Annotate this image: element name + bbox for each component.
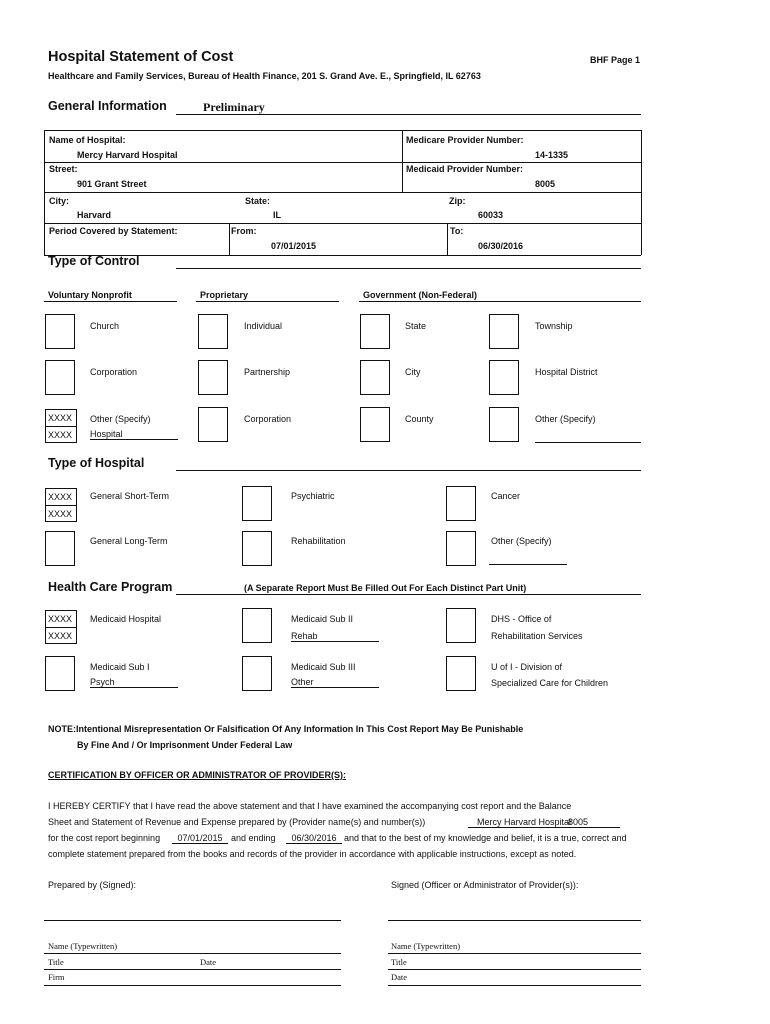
preparer-name-label: Name (Typewritten) [48, 941, 118, 951]
certification-line3-prefix: for the cost report beginning [48, 833, 161, 843]
checkbox-mark: XXXX [46, 410, 76, 427]
cancer-label: Cancer [491, 491, 521, 501]
state-checkbox[interactable] [360, 314, 390, 349]
hospital-district-label: Hospital District [535, 367, 598, 377]
certification-line3-suffix: and that to the best of my knowledge and belief, it is a true, correct and [344, 833, 627, 843]
city-option-label: City [405, 367, 421, 377]
voluntary-other-label: Other (Specify) [90, 414, 151, 424]
city-label: City: [49, 196, 69, 206]
medicaid-sub2-value: Rehab [291, 631, 379, 642]
uofi-checkbox[interactable] [446, 656, 476, 691]
corporation-label: Corporation [90, 367, 138, 377]
proprietary-corporation-checkbox[interactable] [198, 407, 228, 442]
zip-value: 60033 [478, 210, 504, 220]
proprietary-header: Proprietary [200, 290, 249, 300]
type-of-control-heading: Type of Control [48, 254, 140, 268]
end-date-field[interactable]: 06/30/2016 [286, 833, 342, 844]
state-value: IL [273, 210, 281, 220]
health-care-program-heading: Health Care Program [48, 580, 173, 594]
to-label: To: [450, 226, 464, 236]
general-short-term-label: General Short-Term [90, 491, 170, 501]
preparer-signature-line[interactable] [44, 920, 341, 921]
county-option-label: County [405, 414, 434, 424]
medicaid-number-label: Medicaid Provider Number: [406, 164, 524, 174]
page-title: Hospital Statement of Cost [48, 49, 234, 65]
individual-label: Individual [244, 321, 283, 331]
medicaid-sub2-label: Medicaid Sub II [291, 614, 354, 624]
dhs-label-line2: Rehabilitation Services [491, 631, 583, 641]
begin-date-field[interactable]: 07/01/2015 [172, 833, 228, 844]
certification-line4: complete statement prepared from the books and records of the provider in accordance with applicable instructions, except as noted. [48, 849, 577, 859]
hospital-other-label: Other (Specify) [491, 536, 552, 546]
note-line1: NOTE:Intentional Misrepresentation Or Falsification Of Any Information In This Cost Report May Be Punishable [48, 724, 524, 734]
state-option-label: State [405, 321, 427, 331]
general-short-term-checkbox[interactable] [45, 488, 77, 522]
certification-line2: Sheet and Statement of Revenue and Expense prepared by (Provider name(s) and number(s)) [48, 817, 426, 827]
city-checkbox[interactable] [360, 360, 390, 395]
preparer-title-label: Title [48, 957, 64, 967]
voluntary-other-checkbox[interactable] [45, 409, 77, 443]
state-label: State: [245, 196, 271, 206]
medicaid-number-value: 8005 [535, 179, 556, 189]
voluntary-other-value: Hospital [90, 429, 178, 440]
hospital-name-value: Mercy Harvard Hospital [77, 150, 178, 160]
rehabilitation-checkbox[interactable] [242, 531, 272, 566]
uofi-label-line2: Specialized Care for Children [491, 678, 609, 688]
certification-heading: CERTIFICATION BY OFFICER OR ADMINISTRATOR OF PROVIDER(S): [48, 770, 346, 780]
page-label: BHF Page 1 [590, 55, 641, 65]
church-checkbox[interactable] [45, 314, 75, 349]
type-of-hospital-heading: Type of Hospital [48, 456, 145, 470]
preparer-name-field[interactable] [44, 953, 341, 954]
certification-line1: I HEREBY CERTIFY that I have read the above statement and that I have examined the accompanying cost report and the Balance [48, 801, 572, 811]
medicaid-sub1-label: Medicaid Sub I [90, 662, 150, 672]
general-long-term-checkbox[interactable] [45, 531, 75, 566]
township-checkbox[interactable] [489, 314, 519, 349]
medicaid-sub3-value: Other [291, 677, 379, 688]
medicare-number-value: 14-1335 [535, 150, 569, 160]
from-value: 07/01/2015 [271, 241, 317, 251]
from-label: From: [231, 226, 257, 236]
signed-by-label: Signed (Officer or Administrator of Provider(s)): [391, 880, 579, 890]
partnership-checkbox[interactable] [198, 360, 228, 395]
hospital-other-checkbox[interactable] [446, 531, 476, 566]
checkbox-mark: XXXX [48, 631, 73, 641]
medicaid-sub1-value: Psych [90, 677, 178, 688]
provider-number: 8005 [568, 817, 589, 827]
officer-signature-line[interactable] [388, 920, 641, 921]
psychiatric-label: Psychiatric [291, 491, 335, 501]
city-value: Harvard [77, 210, 112, 220]
officer-date-label: Date [391, 972, 408, 982]
hospital-other-field[interactable] [489, 564, 567, 565]
cancer-checkbox[interactable] [446, 486, 476, 521]
prepared-by-label: Prepared by (Signed): [48, 880, 137, 890]
medicaid-sub2-checkbox[interactable] [242, 608, 272, 643]
program-note: (A Separate Report Must Be Filled Out For Each Distinct Part Unit) [244, 583, 527, 593]
page-subtitle: Healthcare and Family Services, Bureau of Health Finance, 201 S. Grand Ave. E., Springfield, IL 62763 [48, 71, 481, 81]
township-label: Township [535, 321, 573, 331]
period-label: Period Covered by Statement: [49, 226, 178, 236]
report-status: Preliminary [203, 100, 265, 114]
checkbox-mark: XXXX [46, 489, 76, 506]
officer-date-field[interactable] [388, 985, 641, 986]
hospital-district-checkbox[interactable] [489, 360, 519, 395]
voluntary-nonprofit-header: Voluntary Nonprofit [48, 290, 132, 300]
checkbox-mark: XXXX [48, 509, 73, 519]
officer-title-label: Title [391, 957, 407, 967]
partnership-label: Partnership [244, 367, 291, 377]
preparer-title-date-field[interactable] [44, 969, 341, 970]
medicaid-hospital-label: Medicaid Hospital [90, 614, 162, 624]
preparer-firm-field[interactable] [44, 985, 341, 986]
and-ending-text: and ending [231, 833, 276, 843]
government-other-checkbox[interactable] [489, 407, 519, 442]
preparer-firm-label: Firm [48, 972, 65, 982]
checkbox-mark: XXXX [46, 611, 76, 628]
officer-name-label: Name (Typewritten) [391, 941, 461, 951]
provider-name: Mercy Harvard Hospital [477, 817, 572, 827]
dhs-label-line1: DHS - Office of [491, 614, 552, 624]
general-information-heading: General Information [48, 99, 167, 113]
county-checkbox[interactable] [360, 407, 390, 442]
psychiatric-checkbox[interactable] [242, 486, 272, 521]
hospital-name-label: Name of Hospital: [49, 135, 126, 145]
medicaid-sub3-label: Medicaid Sub III [291, 662, 356, 672]
government-other-label: Other (Specify) [535, 414, 596, 424]
uofi-label-line1: U of I - Division of [491, 662, 563, 672]
government-header: Government (Non-Federal) [363, 290, 478, 300]
proprietary-corporation-label: Corporation [244, 414, 292, 424]
medicare-number-label: Medicare Provider Number: [406, 135, 524, 145]
preparer-date-label: Date [200, 957, 217, 967]
rehabilitation-label: Rehabilitation [291, 536, 346, 546]
medicaid-hospital-checkbox[interactable] [45, 610, 77, 644]
medicaid-sub3-checkbox[interactable] [242, 656, 272, 691]
zip-label: Zip: [449, 196, 466, 206]
medicaid-sub1-checkbox[interactable] [45, 656, 75, 691]
street-value: 901 Grant Street [77, 179, 147, 189]
street-label: Street: [49, 164, 78, 174]
to-value: 06/30/2016 [478, 241, 524, 251]
checkbox-mark: XXXX [48, 430, 73, 440]
general-long-term-label: General Long-Term [90, 536, 168, 546]
church-label: Church [90, 321, 120, 331]
provider-name-field[interactable] [468, 817, 620, 828]
dhs-checkbox[interactable] [446, 608, 476, 643]
officer-title-field[interactable] [388, 969, 641, 970]
officer-name-field[interactable] [388, 953, 641, 954]
individual-checkbox[interactable] [198, 314, 228, 349]
government-other-field[interactable] [535, 442, 641, 443]
note-line2: By Fine And / Or Imprisonment Under Federal Law [77, 740, 293, 750]
corporation-checkbox[interactable] [45, 360, 75, 395]
